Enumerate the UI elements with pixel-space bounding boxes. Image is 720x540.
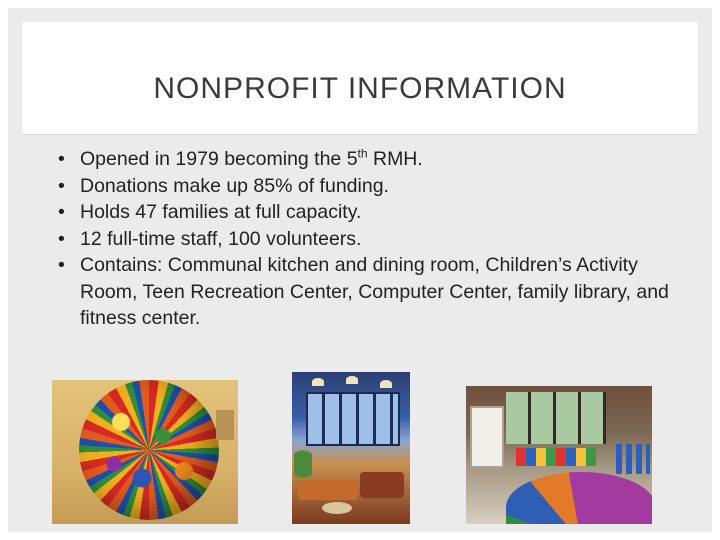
toy-shelf-graphic — [516, 448, 596, 466]
lamp-graphic — [346, 376, 358, 384]
window-graphic — [506, 392, 606, 444]
window-graphic — [306, 392, 400, 446]
bullet-text-end: RMH. — [367, 148, 423, 170]
bullet-marker: • — [58, 174, 65, 197]
coffee-table-graphic — [322, 502, 352, 514]
bullet-item-opened — [58, 146, 698, 173]
rainbow-rug-graphic — [506, 472, 652, 524]
bullet-marker: • — [58, 148, 65, 170]
bullet-list — [58, 146, 698, 332]
bullet-item-donations — [58, 173, 698, 200]
armchair-graphic — [360, 472, 404, 498]
bullet-marker: • — [58, 227, 65, 250]
lamp-graphic — [380, 380, 392, 388]
bullet-marker: • — [58, 254, 65, 276]
bullet-text: Holds 47 families at full capacity. — [80, 201, 362, 223]
bullet-item-contains — [58, 252, 698, 332]
chairs-graphic — [616, 444, 650, 474]
crayon-ball-graphic — [79, 380, 219, 520]
crayon-ball-photo — [52, 380, 238, 524]
lamp-graphic — [312, 378, 324, 386]
lounge-room-photo — [292, 372, 410, 524]
superscript-ordinal: th — [357, 146, 368, 161]
title-box — [22, 22, 698, 135]
easel-graphic — [470, 406, 504, 468]
bullet-text: Opened in 1979 becoming the 5 — [80, 148, 358, 170]
wall-frame-graphic — [216, 410, 234, 440]
sofa-graphic — [298, 480, 358, 500]
bullet-marker: • — [58, 201, 65, 223]
bullet-item-staff — [58, 226, 698, 253]
bullet-text: Contains: Communal kitchen and dining room, Children’s Activity Room, Teen Recreation Center, Computer Center, family library, and fitness center. — [80, 254, 669, 329]
bullet-item-capacity — [58, 199, 698, 226]
activity-room-photo — [466, 386, 652, 524]
slide-title: NONPROFIT INFORMATION — [153, 72, 567, 105]
bullet-text: Donations make up 85% of funding. — [80, 174, 389, 197]
bullet-text: 12 full-time staff, 100 volunteers. — [80, 227, 362, 250]
